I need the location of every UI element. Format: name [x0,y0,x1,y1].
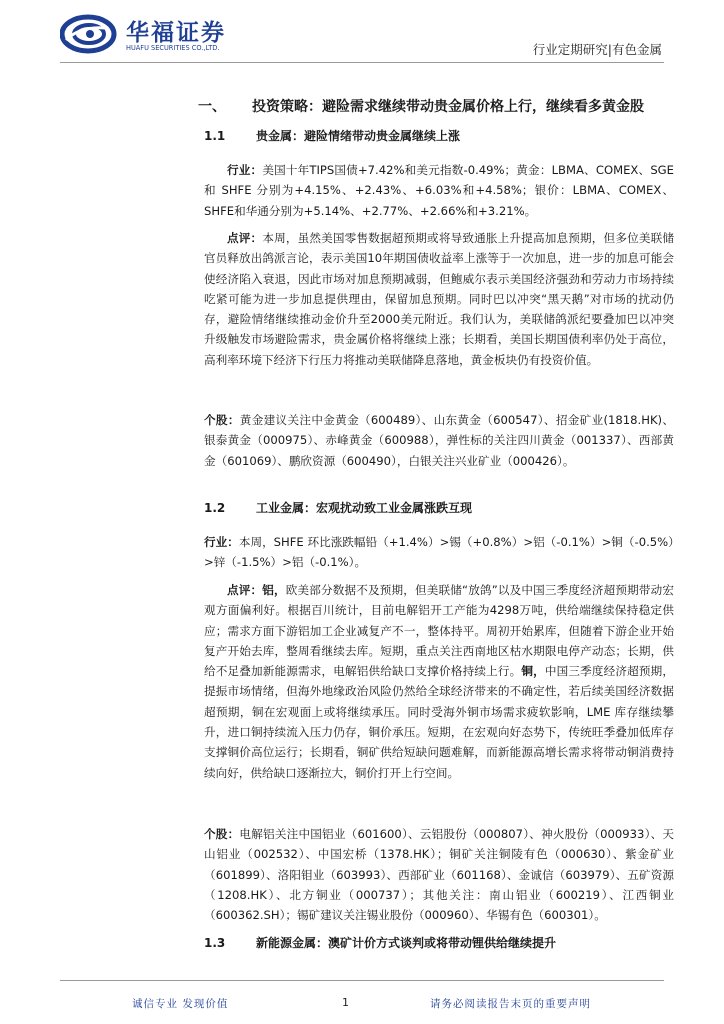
subsection-number: 1.2 [204,501,226,515]
footer-disclaimer: 请务必阅读报告末页的重要声明 [430,998,591,1010]
aluminum-label: 铝， [262,583,286,597]
industry-label: 行业： [227,163,263,177]
subsection-title: 新能源金属：澳矿计价方式谈判或将带动锂供给继续提升 [256,936,557,950]
subsection-heading-precious [204,127,460,144]
subsection-title: 工业金属：宏观扰动致工业金属涨跌互现 [256,501,473,515]
company-logo [60,10,250,60]
page-footer [0,980,724,1024]
industry-text: 本周，SHFE 环比涨跌幅铅（+1.4%）>锡（+0.8%）>铝（-0.1%）>铜（-0.5%）>锌（-1.5%）>铝（-0.1%）。 [204,535,674,570]
footer-divider [60,980,664,981]
section-title: 投资策略：避险需求继续带动贵金属价格上行，继续看多黄金股 [252,99,644,115]
copper-label: 铜， [521,664,545,679]
comment-label: 点评： [227,583,263,597]
precious-industry-paragraph [204,160,674,221]
report-category: 行业定期研究|有色金属 [532,42,662,57]
comment-text: 本周，虽然美国零售数据超预期或将导致通胀上升提高加息预期，但多位美联储官员释放出鸽派言论，表示美国10年期国债收益率上涨等于一次加息，进一步的加息可能会使经济陷入衰退，因此市场对加息预期减弱，但鲍威尔表示美国经济强劲和劳动力市场持续吃紧可能为进一步加息提供理由，保留加息预期。同时巴以冲突“黑天鹅”对市场的扰动仍存，避险情绪继续推动金价升至2000美元附近。我们认为，美联储鸽派纪要叠加巴以冲突升级触发市场避险需求，贵金属价格将继续上涨；长期看，美国长期国债利率仍处于高位，高利率环境下经济下行压力将推动美联储降息落地，黄金板块仍有投资价值。 [204,231,674,367]
footer-slogan: 诚信专业 发现价值 [132,998,229,1010]
precious-stocks-paragraph [204,410,674,471]
page-number: 1 [342,996,349,1009]
page-header [0,0,724,72]
logo-english-name: HUAFU SECURITIES CO.,LTD. [126,44,220,52]
subsection-number: 1.3 [204,936,226,950]
copper-text: 中国三季度经济超预期，提振市场情绪，但海外地缘政治风险仍然给全球经济带来的不确定性，若后续美国经济数据超预期，铜在宏观面上或将继续承压。同时受海外铜市场需求疲软影响，LME 库存继续攀升，进口铜持续流入压力仍存，铜价承压。短期，在宏观向好态势下，传统旺季叠加低库存支撑铜价高位运行；长期看，铜矿供给短缺问题难解，而新能源高增长需求将带动铜消费持续向好，供给缺口逐渐拉大，铜价打开上行空间。 [204,664,674,780]
precious-comment-paragraph [204,228,674,370]
stocks-text: 黄金建议关注中金黄金（600489）、山东黄金（600547）、招金矿业(1818.HK)、银泰黄金（000975）、赤峰黄金（600988），弹性标的关注四川黄金（001337）、西部黄金（601069）、鹏欣资源（600490），白银关注兴业矿业（000426）。 [204,413,674,468]
subsection-heading-new-energy [204,934,556,951]
section-heading [198,96,644,116]
subsection-title: 贵金属：避险情绪带动贵金属继续上涨 [256,129,461,143]
aluminum-text: 欧美部分数据不及预期，但美联储“放鸽”以及中国三季度经济超预期带动宏观方面偏利好。根据百川统计，目前电解铝开工产能为4298万吨，供给端继续保持稳定供应；需求方面下游铝加工企业减复产不一，整体持平。周初开始累库，但随着下游企业开始复产开始去库，整周看继续去库。短期，重点关注西南地区枯水期限电停产动态；长期，供给不足叠加新能源需求，电解铝供给缺口支撑价格持续上行。 [204,583,674,679]
industrial-comment-paragraph [204,580,674,783]
logo-swirl-icon [60,10,120,56]
stocks-label: 个股： [204,827,240,841]
comment-label: 点评： [227,231,263,245]
section-number: 一、 [198,99,226,115]
stocks-text: 电解铝关注中国铝业（601600）、云铝股份（000807）、神火股份（000933）、天山铝业（002532）、中国宏桥（1378.HK）；铜矿关注铜陵有色（000630）、紫金矿业（601899）、洛阳钼业（603993）、西部矿业（601168）、金诚信（603979）、五矿资源（1208.HK）、北方铜业（000737）；其他关注：南山铝业（600219）、江西铜业（600362.SH）；锡矿建议关注锡业股份（000960）、华锡有色（600301）。 [204,827,674,923]
industry-text: 美国十年TIPS国债+7.42%和美元指数-0.49%；黄金：LBMA、COMEX、SGE 和 SHFE 分别为+4.15%、+2.43%、+6.03%和+4.58%；银价：LBMA、COMEX、SHFE和华通分别为+5.14%、+2.77%、+2.66%和+3.21%。 [204,163,674,218]
stocks-label: 个股： [204,413,240,427]
logo-chinese-name: 华福证券 [126,19,226,46]
subsection-number: 1.1 [204,129,226,143]
industry-label: 行业： [204,535,239,549]
industrial-industry-paragraph [204,532,674,573]
industrial-stocks-paragraph [204,824,674,925]
header-divider [60,62,664,63]
subsection-heading-industrial [204,499,472,516]
